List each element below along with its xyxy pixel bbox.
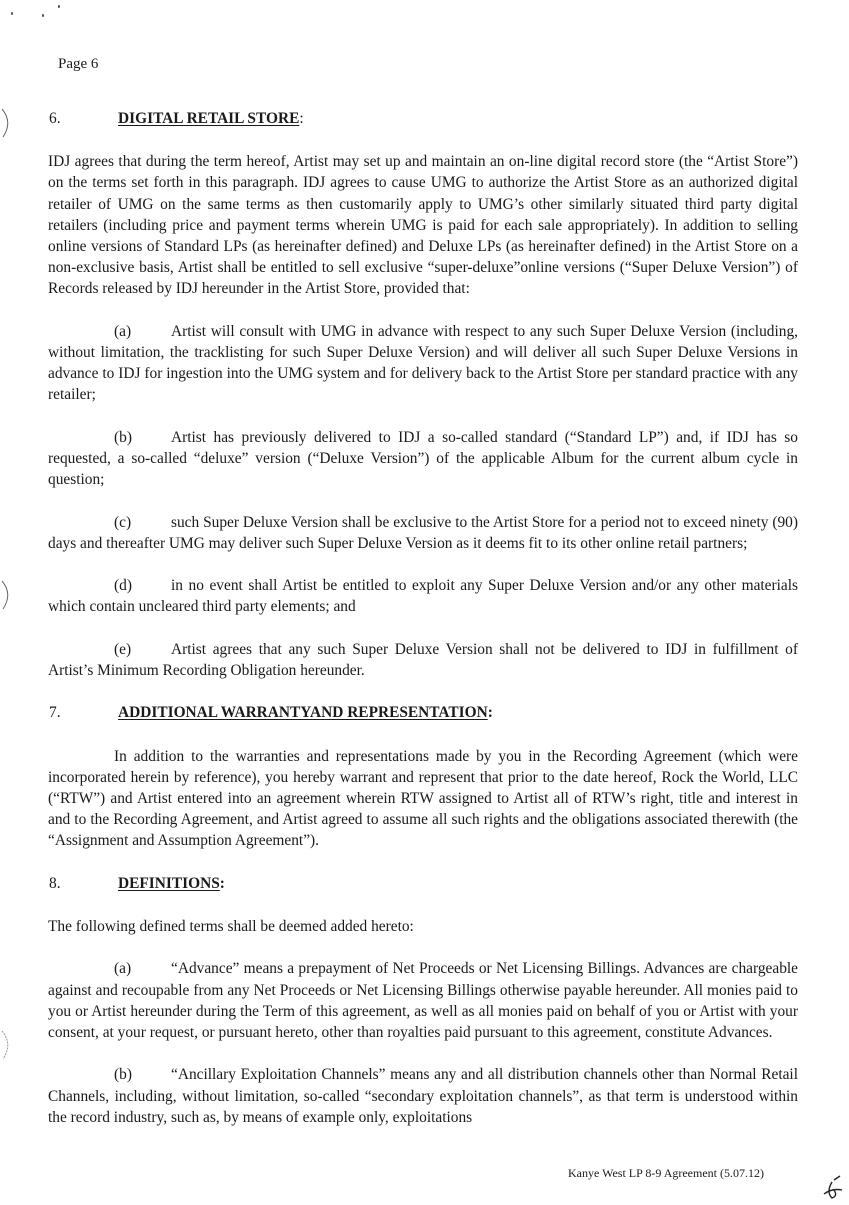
section-title: ADDITIONAL WARRANTYAND REPRESENTATION: [118, 704, 488, 722]
clause-label: (a): [114, 322, 132, 340]
clause-text: “Ancillary Exploitation Channels” means any and all distribution channels other than Normal Retail Channels, including, without limitation, so-called “secondary exploitation channels”, as that term is understood within the record industry, such as, by means of example only, exploitations: [48, 1066, 798, 1126]
section-title: DEFINITIONS: [118, 874, 220, 892]
clause-6d: [48, 575, 798, 617]
punch-hole-mark: [0, 1030, 14, 1060]
scan-speck: [11, 12, 13, 15]
punch-hole-mark: [0, 108, 14, 138]
definition-8b: [48, 1064, 798, 1128]
signature-initials-icon: [820, 1170, 849, 1200]
section-number: 7.: [49, 704, 61, 722]
footer-document-id: Kanye West LP 8-9 Agreement (5.07.12): [568, 1166, 764, 1180]
section-number: 6.: [49, 110, 61, 127]
section-7-body: In addition to the warranties and representations made by you in the Recording Agreement (which were incorporated herein by reference), you hereby warrant and represent that prior to the date hereof, Rock the World, LLC (“RTW”) and Artist entered into an agreement wherein RTW assigned to Artist all of RTW’s right, title and interest in and to the Recording Agreement, and Artist agreed to assume all such rights and the obligations associated therewith (the “Assignment and Assumption Agreement”).: [48, 747, 798, 850]
section-heading-7: [48, 702, 798, 723]
clause-label: (e): [114, 640, 132, 658]
section-title: DIGITAL RETAIL STORE: [118, 110, 300, 127]
clause-text: in no event shall Artist be entitled to exploit any Super Deluxe Version and/or any other materials which contain uncleared third party elements; and: [48, 577, 798, 616]
section-heading-6: [48, 108, 798, 129]
clause-text: Artist will consult with UMG in advance with respect to any such Super Deluxe Version (including, without limitation, the tracklisting for such Super Deluxe Version) and will deliver all such Super Deluxe Versions in advance to IDJ for ingestion into the UMG system and for delivery back to the Artist Store per standard practice with any retailer;: [48, 322, 798, 404]
clause-text: such Super Deluxe Version shall be exclusive to the Artist Store for a period not to exceed ninety (90) days and thereafter UMG may deliver such Super Deluxe Version as it deems fit to its other online retail partners;: [48, 513, 798, 552]
punch-hole-mark: [0, 580, 14, 610]
document-body: [48, 108, 798, 1149]
clause-6e: [48, 639, 798, 681]
clause-6b: [48, 427, 798, 491]
clause-label: (b): [114, 1066, 132, 1084]
scan-speck: [42, 14, 44, 17]
clause-text: “Advance” means a prepayment of Net Proceeds or Net Licensing Billings. Advances are chargeable against and recoupable from any Net Proceeds or Net Licensing Billings otherwise payable hereunder. All monies paid to you or Artist hereunder during the Term of this agreement, as well as all monies paid on behalf of you or Artist with your consent, at your request, or pursuant hereto, other than royalties paid pursuant to this agreement, constitute Advances.: [48, 960, 798, 1041]
clause-label: (c): [114, 513, 132, 531]
section-colon: :: [487, 704, 493, 722]
section-colon: :: [299, 110, 304, 127]
section-number: 8.: [49, 874, 61, 892]
section-colon: :: [219, 874, 225, 892]
page-label: Page 6: [58, 56, 99, 72]
section-6-intro: IDJ agrees that during the term hereof, Artist may set up and maintain an on-line digital record store (the “Artist Store”) on the terms set forth in this paragraph. IDJ agrees to cause UMG to authorize the Artist Store as an authorized digital retailer of UMG on the same terms as then customarily apply to UMG’s other similarly situated third party digital retailers (including price and payment terms wherein UMG is paid for each sale appropriately). In addition to selling online versions of Standard LPs (as hereinafter defined) and Deluxe LPs (as hereinafter defined) in the Artist Store on a non-exclusive basis, Artist shall be entitled to sell exclusive “super-deluxe”online versions (“Super Deluxe Version”) of Records released by IDJ hereunder in the Artist Store, provided that:: [48, 153, 798, 298]
section-8-intro: The following defined terms shall be deemed added hereto:: [48, 918, 414, 935]
clause-label: (d): [114, 577, 132, 595]
clause-6c: [48, 512, 798, 554]
clause-text: Artist agrees that any such Super Deluxe Version shall not be delivered to IDJ in fulfillment of Artist’s Minimum Recording Obligation hereunder.: [48, 640, 798, 679]
definition-8a: [48, 958, 798, 1043]
scan-specks: [8, 4, 68, 24]
section-heading-8: [48, 873, 798, 894]
scan-speck: [58, 5, 60, 8]
clause-label: (b): [114, 428, 132, 446]
clause-6a: [48, 321, 798, 406]
clause-text: Artist has previously delivered to IDJ a so-called standard (“Standard LP”) and, if IDJ has so requested, a so-called “deluxe” version (“Deluxe Version”) of the applicable Album for the current album cycle in question;: [48, 428, 798, 489]
clause-label: (a): [114, 960, 132, 978]
